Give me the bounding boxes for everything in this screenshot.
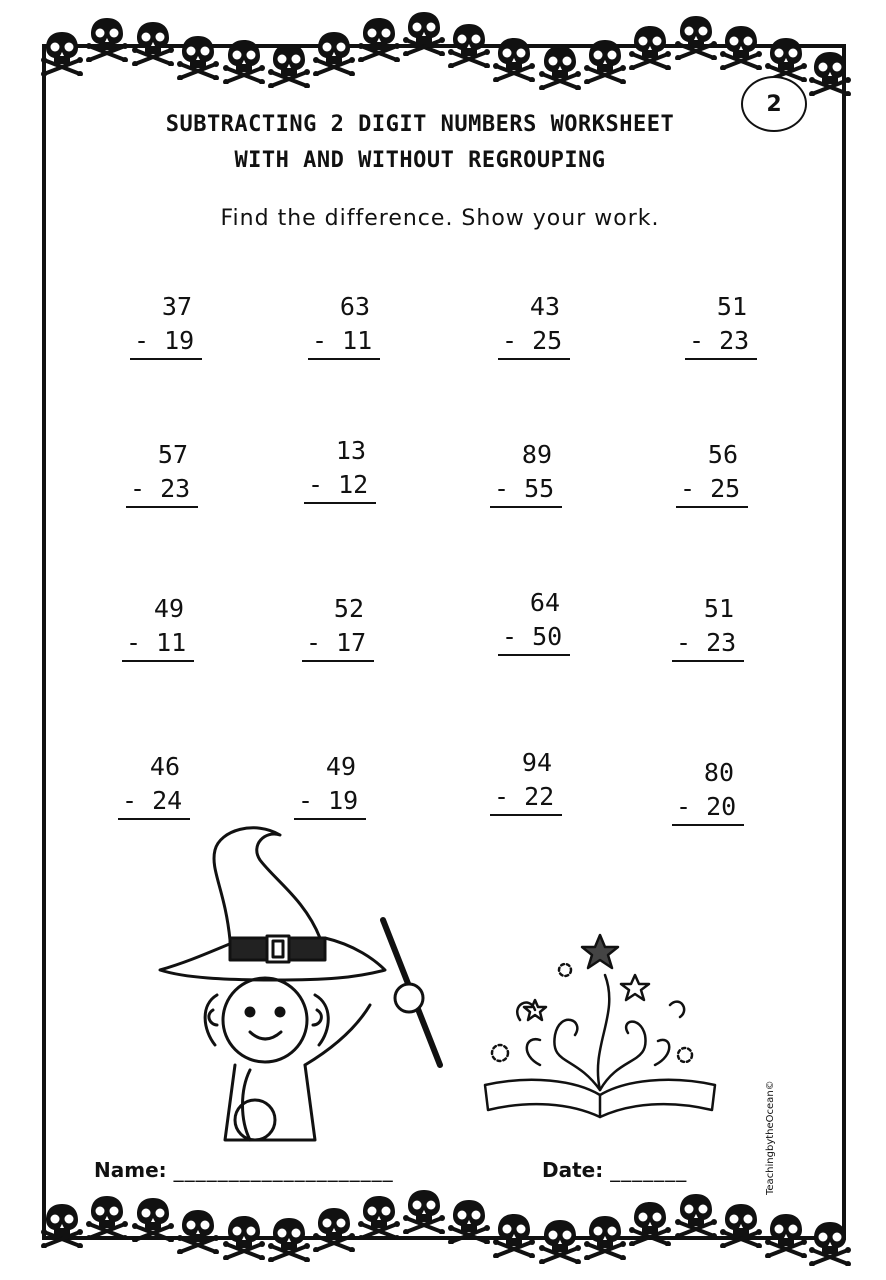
problem: [302, 592, 374, 662]
skull-crossbones-icon: [131, 20, 175, 66]
subtrahend: - 25: [498, 324, 570, 360]
skull-crossbones-icon: [492, 1212, 536, 1258]
problem: [308, 290, 380, 360]
skull-crossbones-icon: [538, 44, 582, 90]
skull-crossbones-icon: [40, 30, 84, 76]
problem: [498, 586, 570, 656]
name-label: Name:: [94, 1158, 167, 1182]
subtrahend: - 19: [130, 324, 202, 360]
instructions: Find the difference. Show your work.: [220, 206, 660, 231]
worksheet-title-line1: SUBTRACTING 2 DIGIT NUMBERS WORKSHEET: [165, 112, 675, 137]
skull-crossbones-icon: [222, 38, 266, 84]
minuend: 57: [157, 440, 188, 469]
magic-book-illustration: [480, 925, 720, 1125]
skull-crossbones-icon: [538, 1218, 582, 1264]
skull-crossbones-icon: [719, 1202, 763, 1248]
minuend: 43: [529, 292, 560, 321]
minuend: 56: [707, 440, 738, 469]
skull-crossbones-icon: [674, 1192, 718, 1238]
problem: [676, 438, 748, 508]
problem: [498, 290, 570, 360]
skull-crossbones-icon: [176, 34, 220, 80]
name-line: ____________________: [173, 1158, 394, 1182]
subtrahend: - 55: [490, 472, 562, 508]
subtrahend: - 20: [672, 790, 744, 826]
worksheet-title-line2: WITH AND WITHOUT REGROUPING: [234, 148, 606, 173]
skull-crossbones-icon: [176, 1208, 220, 1254]
subtrahend: - 11: [308, 324, 380, 360]
skull-crossbones-icon: [131, 1196, 175, 1242]
problem: [490, 438, 562, 508]
subtrahend: - 23: [685, 324, 757, 360]
skull-crossbones-icon: [40, 1202, 84, 1248]
skull-crossbones-icon: [719, 24, 763, 70]
problem: [122, 592, 194, 662]
minuend: 89: [521, 440, 552, 469]
skull-crossbones-icon: [267, 42, 311, 88]
minuend: 37: [161, 292, 192, 321]
minuend: 13: [335, 436, 366, 465]
skull-crossbones-icon: [85, 1194, 129, 1240]
skull-crossbones-icon: [447, 1198, 491, 1244]
skull-crossbones-icon: [312, 1206, 356, 1252]
problem: [672, 592, 744, 662]
skull-crossbones-icon: [357, 16, 401, 62]
skull-crossbones-icon: [628, 24, 672, 70]
minuend: 63: [339, 292, 370, 321]
problem: [685, 290, 757, 360]
problem: [126, 438, 198, 508]
skull-crossbones-icon: [764, 1212, 808, 1258]
skull-crossbones-icon: [628, 1200, 672, 1246]
subtrahend: - 24: [118, 784, 190, 820]
skull-crossbones-icon: [402, 1188, 446, 1234]
skull-crossbones-icon: [808, 1220, 852, 1266]
page-number: 2: [766, 91, 782, 117]
skull-crossbones-icon: [267, 1216, 311, 1262]
copyright-credit: TeachingbytheOcean©: [765, 1080, 776, 1195]
minuend: 51: [716, 292, 747, 321]
skull-crossbones-icon: [674, 14, 718, 60]
skull-border-top: [0, 8, 886, 88]
minuend: 49: [325, 752, 356, 781]
skull-crossbones-icon: [447, 22, 491, 68]
subtrahend: - 19: [294, 784, 366, 820]
skull-border-bottom: [0, 1188, 886, 1268]
skull-crossbones-icon: [312, 30, 356, 76]
minuend: 64: [529, 588, 560, 617]
subtrahend: - 12: [304, 468, 376, 504]
name-field[interactable]: [94, 1158, 394, 1182]
minuend: 51: [703, 594, 734, 623]
subtrahend: - 11: [122, 626, 194, 662]
date-line: _______: [610, 1158, 688, 1182]
minuend: 80: [703, 758, 734, 787]
problem: [294, 750, 366, 820]
minuend: 46: [149, 752, 180, 781]
subtrahend: - 23: [126, 472, 198, 508]
problem: [130, 290, 202, 360]
skull-crossbones-icon: [357, 1194, 401, 1240]
problem: [672, 756, 744, 826]
minuend: 94: [521, 748, 552, 777]
skull-crossbones-icon: [492, 36, 536, 82]
subtrahend: - 50: [498, 620, 570, 656]
subtrahend: - 22: [490, 780, 562, 816]
skull-crossbones-icon: [808, 50, 852, 96]
witch-illustration: [155, 820, 455, 1160]
skull-crossbones-icon: [222, 1214, 266, 1260]
date-field[interactable]: [542, 1158, 687, 1182]
subtrahend: - 23: [672, 626, 744, 662]
minuend: 52: [333, 594, 364, 623]
minuend: 49: [153, 594, 184, 623]
subtrahend: - 25: [676, 472, 748, 508]
skull-crossbones-icon: [583, 1214, 627, 1260]
skull-crossbones-icon: [583, 38, 627, 84]
skull-crossbones-icon: [85, 16, 129, 62]
date-label: Date:: [542, 1158, 604, 1182]
subtrahend: - 17: [302, 626, 374, 662]
problem: [304, 434, 376, 504]
skull-crossbones-icon: [402, 10, 446, 56]
problem: [490, 746, 562, 816]
problem: [118, 750, 190, 820]
